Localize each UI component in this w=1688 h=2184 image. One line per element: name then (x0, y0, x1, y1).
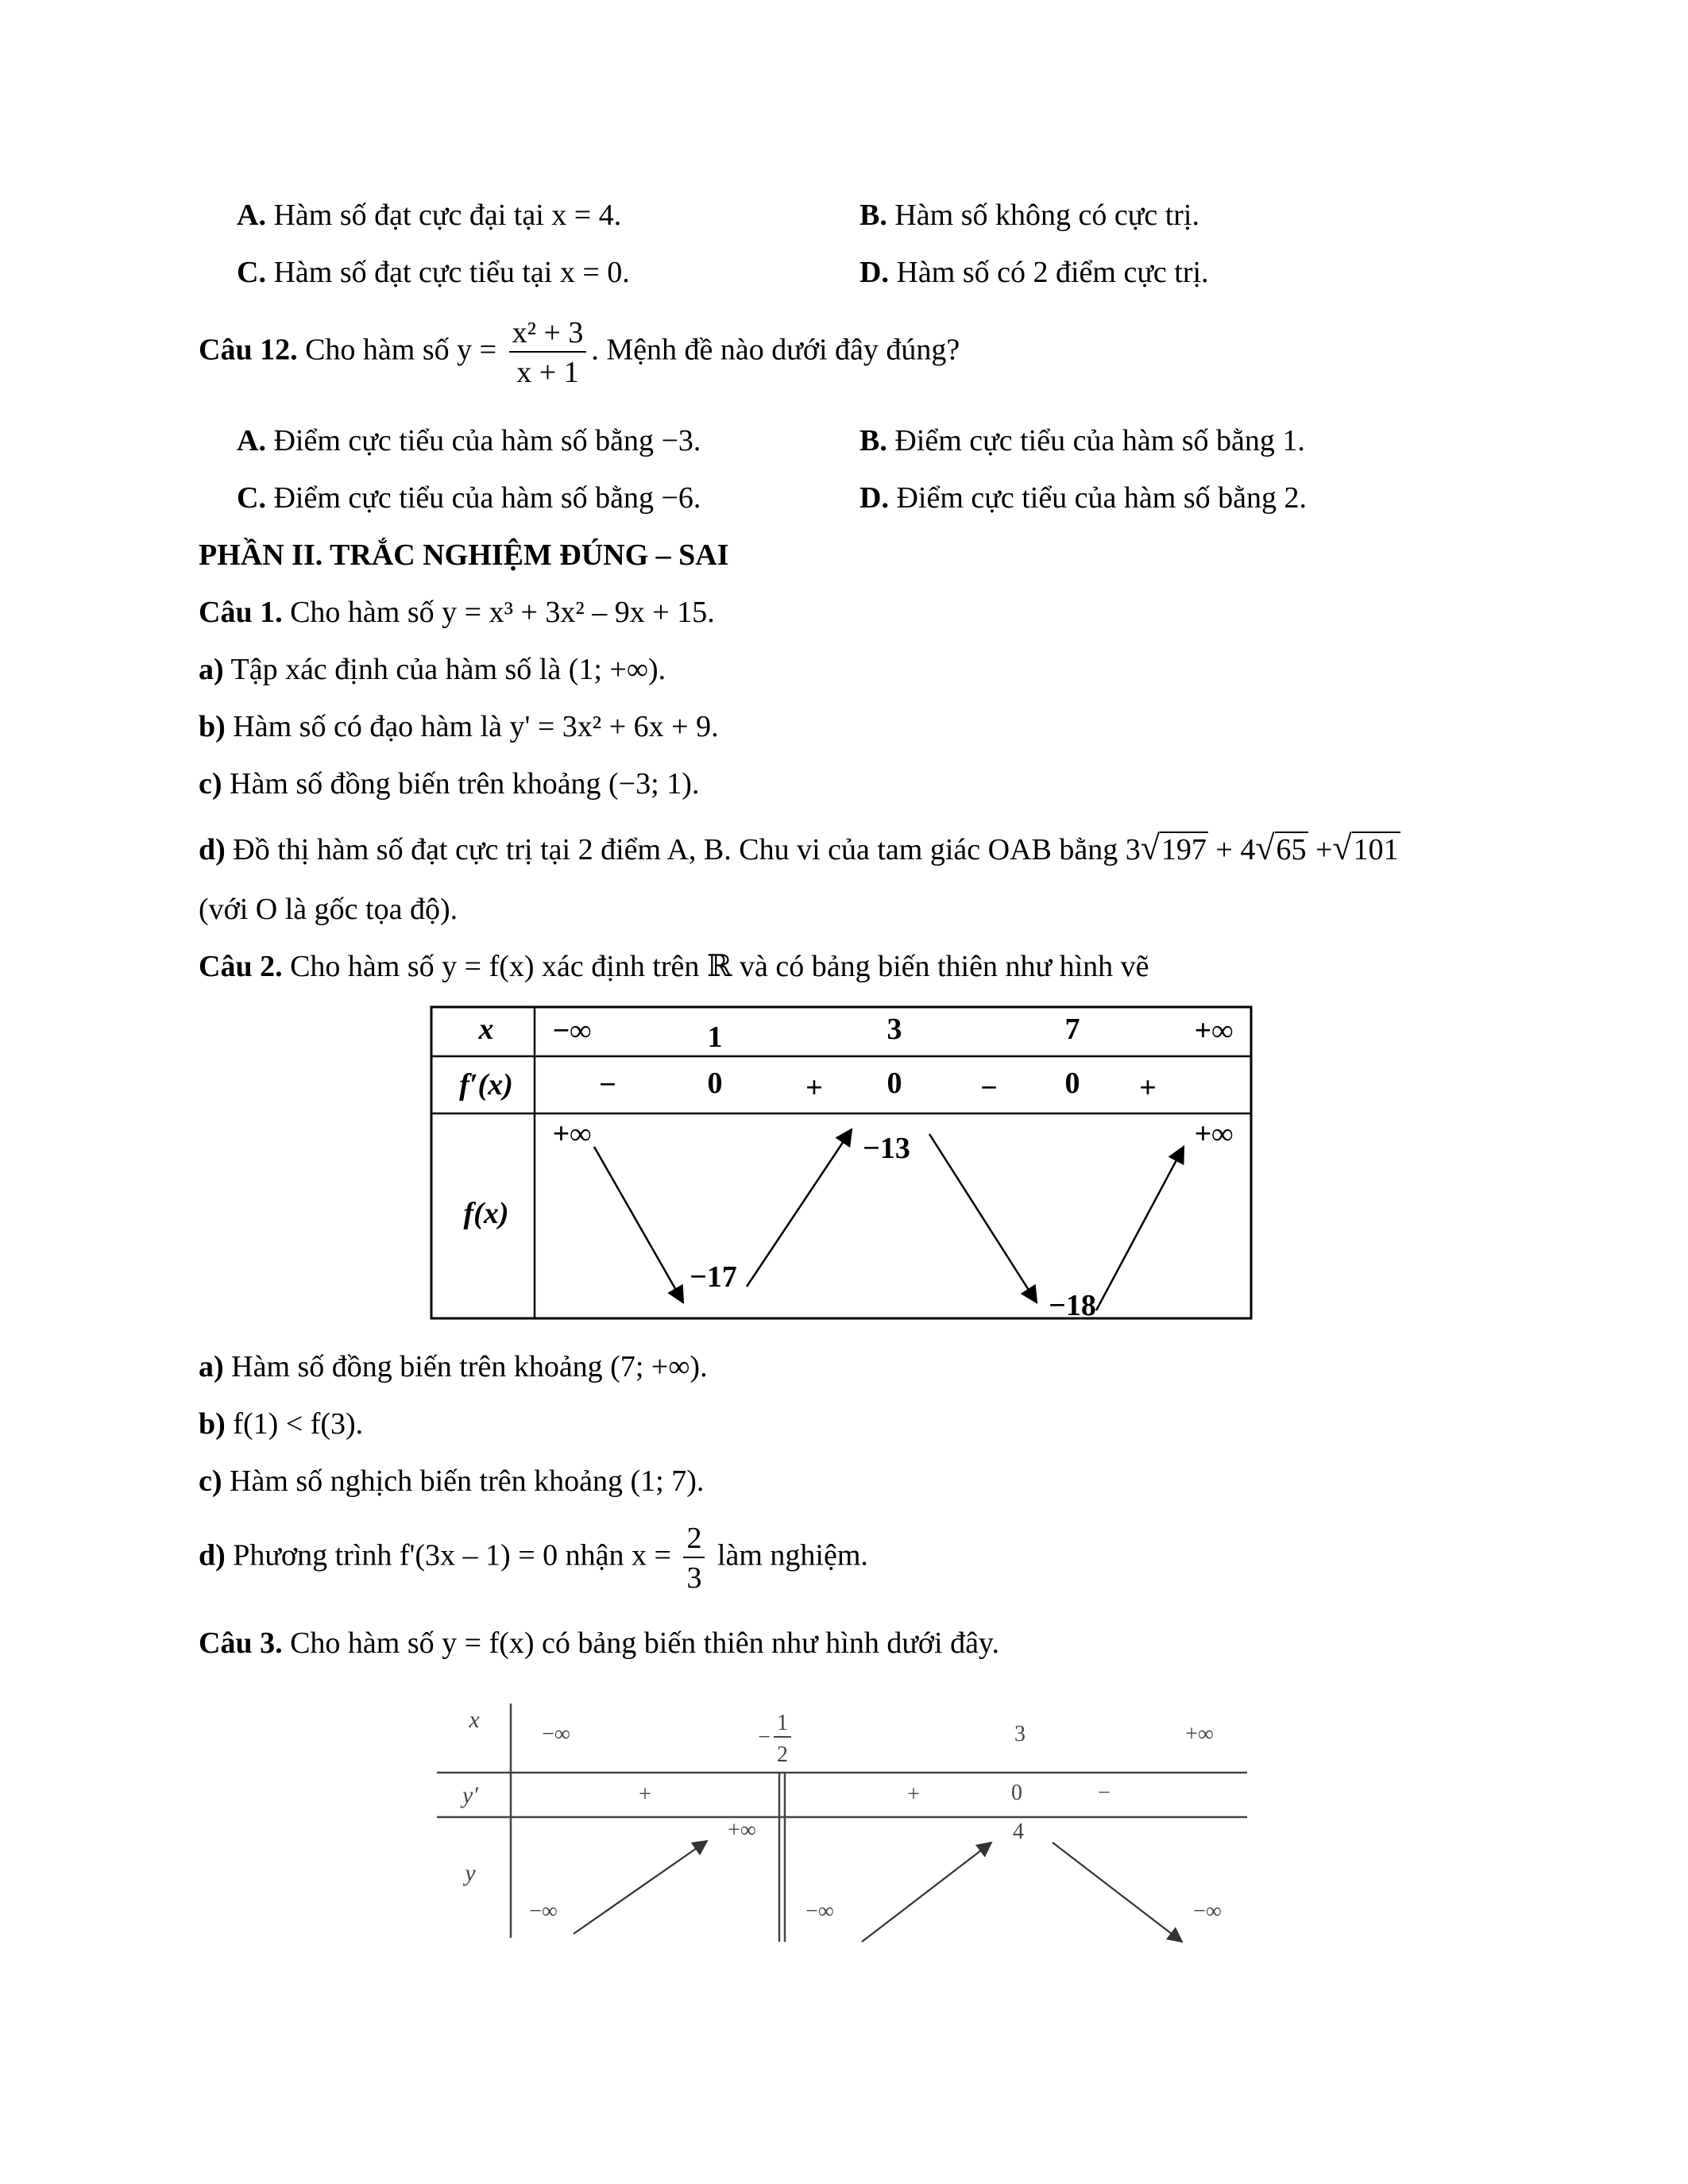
c2-label-fp: f′(x) (459, 1068, 513, 1102)
c2-sign: + (1139, 1071, 1157, 1105)
c3-y-value: +∞ (728, 1818, 756, 1843)
c2-variation-table (0, 1001, 1688, 1334)
c2-item-c: c) Hàm số nghịch biến trên khoảng (1; 7). (199, 1464, 705, 1498)
c2-x-value: 7 (1064, 1013, 1080, 1046)
c2-sign: 0 (1064, 1067, 1080, 1100)
c2-f-value: −13 (863, 1132, 910, 1165)
c2-d-fraction: $\frac{2}{3}$ (683, 1523, 705, 1593)
c2-arrow-up (747, 1129, 852, 1287)
c2-item-b: b) f(1) < f(3). (199, 1407, 364, 1441)
c3-arrow-up (574, 1841, 707, 1934)
q12-option-d: D. Điểm cực tiểu của hàm số bằng 2. (859, 481, 1307, 515)
sqrt-101: √101 (1332, 828, 1399, 867)
c3-sign: + (907, 1782, 920, 1807)
c3-x-value: 3 (1014, 1722, 1026, 1746)
c1-item-c: c) Hàm số đồng biến trên khoảng (−3; 1). (199, 767, 700, 801)
c2-label-f: f(x) (463, 1197, 509, 1230)
q12-stem: Câu 12. Cho hàm số y = $\frac{\text{x² + 3}}{x + 1}$ . Mệnh đề nào dưới đây đúng? (199, 316, 960, 389)
c2-x-value: 1 (707, 1021, 723, 1054)
c1-item-d-cont: (với O là gốc tọa độ). (199, 893, 458, 926)
c3-sign: 0 (1011, 1781, 1022, 1805)
sqrt-65: √65 (1255, 828, 1307, 867)
c1-item-a: a) Tập xác định của hàm số là (1; +∞). (199, 653, 666, 686)
q11-option-a: A. Hàm số đạt cực đại tại x = 4. (237, 199, 622, 232)
c2-x-value: 3 (886, 1013, 902, 1046)
c2-x-value: +∞ (1194, 1014, 1234, 1048)
c2-sign: 0 (707, 1067, 723, 1100)
c2-f-value: −18 (1049, 1289, 1096, 1322)
c3-arrow-down (1053, 1843, 1182, 1942)
c3-label-x: x (469, 1707, 480, 1733)
q11-option-b: B. Hàm số không có cực trị. (859, 199, 1199, 232)
c3-sign: + (639, 1782, 651, 1807)
c2-x-value: −∞ (552, 1014, 592, 1048)
c3-x-value: − (758, 1725, 771, 1750)
c1-item-d: d) Đồ thị hàm số đạt cực trị tại 2 điểm A, B. Chu vi của tam giác OAB bằng 3√197 + 4√65 +√101 (199, 828, 1399, 867)
c2-arrow-down (929, 1134, 1037, 1302)
c2-f-value: +∞ (552, 1117, 592, 1151)
q12-option-a: A. Điểm cực tiểu của hàm số bằng −3. (237, 424, 701, 457)
q11-option-c: C. Hàm số đạt cực tiểu tại x = 0. (237, 256, 630, 289)
q12-option-c: C. Điểm cực tiểu của hàm số bằng −6. (237, 481, 701, 515)
c3-variation-table (0, 1700, 1688, 1954)
c2-item-a: a) Hàm số đồng biến trên khoảng (7; +∞). (199, 1350, 708, 1383)
c3-y-value: 4 (1013, 1819, 1024, 1844)
sqrt-197: √197 (1140, 828, 1207, 867)
c3-label-y: y (465, 1860, 476, 1886)
c2-table-border (431, 1007, 1251, 1318)
c2-stem: Câu 2. Cho hàm số y = f(x) xác định trên ℝ và có bảng biến thiên như hình vẽ (199, 950, 1149, 983)
c3-x-value: +∞ (1185, 1722, 1214, 1746)
q12-fraction: $\frac{\text{x² + 3}}{x + 1}$ (509, 318, 587, 388)
c3-sign: − (1098, 1781, 1111, 1805)
c2-sign: + (805, 1071, 823, 1105)
q12-option-b: B. Điểm cực tiểu của hàm số bằng 1. (859, 424, 1305, 457)
c2-arrow-down (594, 1147, 683, 1302)
c2-sign: 0 (886, 1067, 902, 1100)
c3-stem: Câu 3. Cho hàm số y = f(x) có bảng biến thiên như hình dưới đây. (199, 1626, 999, 1660)
c3-y-value: −∞ (529, 1899, 558, 1924)
c2-sign: − (599, 1068, 616, 1102)
c3-y-value: −∞ (805, 1899, 834, 1924)
c2-sign: − (980, 1071, 998, 1105)
c2-item-d: d) Phương trình f'(3x – 1) = 0 nhận x = $\frac{2}{3}$ làm nghiệm. (199, 1522, 868, 1595)
c3-arrow-up (862, 1843, 991, 1942)
c3-x-value: −∞ (542, 1722, 570, 1746)
c2-label-x: x (478, 1013, 494, 1046)
c1-stem: Câu 1. Cho hàm số y = x³ + 3x² – 9x + 15. (199, 596, 715, 629)
c3-label-yp: y′ (462, 1782, 478, 1808)
c2-f-value: +∞ (1194, 1117, 1234, 1151)
part2-title: PHẦN II. TRẮC NGHIỆM ĐÚNG – SAI (199, 538, 729, 572)
c2-arrow-up (1096, 1147, 1184, 1310)
q11-option-d: D. Hàm số có 2 điểm cực trị. (859, 256, 1209, 289)
c1-item-b: b) Hàm số có đạo hàm là y' = 3x² + 6x + 9. (199, 710, 719, 743)
c3-x-value: 1 (777, 1711, 788, 1735)
c2-f-value: −17 (689, 1260, 737, 1294)
c3-x-value: 2 (777, 1742, 788, 1767)
c3-y-value: −∞ (1193, 1899, 1222, 1924)
